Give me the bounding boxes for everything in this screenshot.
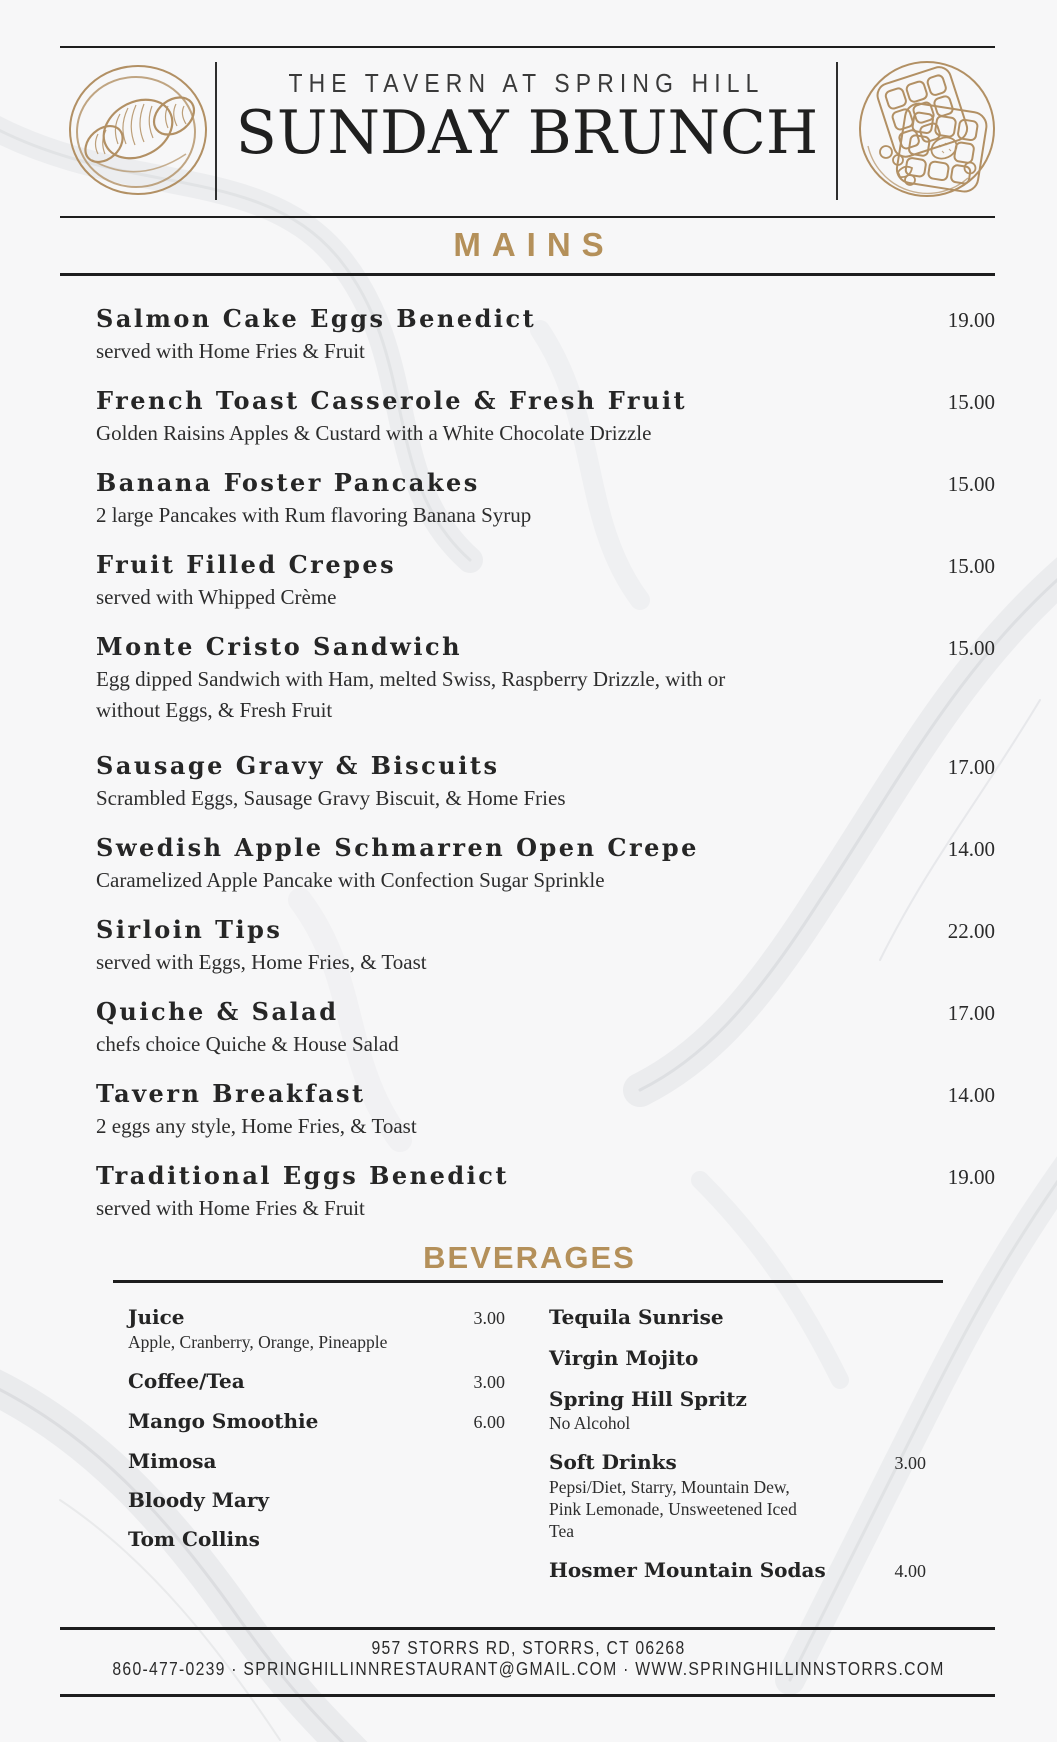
beverage-description: Apple, Cranberry, Orange, Pineapple — [128, 1332, 388, 1352]
beverage-price: 3.00 — [473, 1372, 505, 1392]
beverage-item — [549, 1557, 926, 1584]
beverage-name: Tom Collins — [128, 1527, 260, 1551]
beverage-item — [128, 1408, 505, 1435]
beverage-price: 4.00 — [894, 1561, 926, 1581]
mains-list — [96, 303, 995, 1242]
beverage-name: Tequila Sunrise — [549, 1305, 724, 1329]
mains-rule — [60, 273, 995, 276]
item-description: Golden Raisins Apples & Custard with a White Chocolate Drizzle — [96, 421, 652, 445]
item-name: Sausage Gravy & Biscuits — [96, 751, 500, 780]
beverage-item — [128, 1526, 505, 1552]
menu-item — [96, 631, 995, 726]
header-title-block — [220, 68, 834, 168]
item-price: 15.00 — [947, 636, 995, 660]
beverage-name: Virgin Mojito — [549, 1346, 699, 1370]
item-name: Swedish Apple Schmarren Open Crepe — [96, 833, 699, 862]
beverage-item — [128, 1487, 505, 1513]
item-price: 14.00 — [947, 837, 995, 861]
beverage-name: Spring Hill Spritz — [549, 1387, 747, 1411]
item-price: 19.00 — [947, 1165, 995, 1189]
item-name: Monte Cristo Sandwich — [96, 632, 463, 661]
menu-item — [96, 467, 995, 531]
menu-item — [96, 914, 995, 978]
item-name: Fruit Filled Crepes — [96, 550, 397, 579]
item-name: Traditional Eggs Benedict — [96, 1161, 509, 1190]
item-price: 19.00 — [947, 308, 995, 332]
item-description: 2 eggs any style, Home Fries, & Toast — [96, 1114, 417, 1138]
menu-item — [96, 996, 995, 1060]
beverage-name: Bloody Mary — [128, 1488, 270, 1512]
item-price: 17.00 — [947, 755, 995, 779]
beverage-price: 6.00 — [473, 1412, 505, 1432]
item-price: 15.00 — [947, 390, 995, 414]
beverage-name: Juice — [128, 1305, 185, 1329]
menu-item — [96, 303, 995, 367]
beverage-name: Coffee/Tea — [128, 1369, 245, 1393]
beverage-item — [549, 1449, 926, 1542]
header-divider-left — [215, 62, 217, 200]
item-name: Salmon Cake Eggs Benedict — [96, 304, 537, 333]
beverage-item — [128, 1368, 505, 1395]
beverages-heading: BEVERAGES — [423, 1240, 636, 1275]
item-price: 22.00 — [947, 919, 995, 943]
footer-contact: 860-477-0239 · SPRINGHILLINNRESTAURANT@GMAIL.COM · WWW.SPRINGHILLINNSTORRS.COM — [112, 1658, 945, 1679]
beverage-item — [549, 1345, 926, 1371]
menu-item — [96, 832, 995, 896]
mains-heading: MAINS — [453, 226, 615, 263]
footer — [0, 1637, 1057, 1679]
item-price: 17.00 — [947, 1001, 995, 1025]
restaurant-name: THE TAVERN AT SPRING HILL — [288, 68, 766, 98]
item-price: 15.00 — [947, 472, 995, 496]
beverage-name: Mango Smoothie — [128, 1409, 319, 1433]
waffle-plate-icon — [852, 56, 1002, 201]
item-price: 14.00 — [947, 1083, 995, 1107]
item-description: served with Eggs, Home Fries, & Toast — [96, 950, 427, 974]
beverage-description: Pepsi/Diet, Starry, Mountain Dew, Pink Lemonade, Unsweetened Iced Tea — [549, 1477, 797, 1541]
item-description: Scrambled Eggs, Sausage Gravy Biscuit, & Home Fries — [96, 786, 566, 810]
header-divider-right — [836, 62, 838, 200]
item-description: Egg dipped Sandwich with Ham, melted Swiss, Raspberry Drizzle, with or without Eggs, & Fresh Fruit — [96, 667, 726, 722]
beverage-name: Hosmer Mountain Sodas — [549, 1558, 826, 1582]
item-description: served with Home Fries & Fruit — [96, 339, 365, 363]
beverages-rule — [113, 1280, 943, 1283]
menu-item — [96, 1160, 995, 1224]
menu-item — [96, 750, 995, 814]
menu-item — [96, 549, 995, 613]
item-name: French Toast Casserole & Fresh Fruit — [96, 386, 688, 415]
beverages-right-column — [549, 1304, 926, 1599]
item-description: Caramelized Apple Pancake with Confection Sugar Sprinkle — [96, 868, 605, 892]
beverage-item — [128, 1448, 505, 1474]
top-rule — [60, 46, 995, 48]
beverage-price: 3.00 — [473, 1308, 505, 1328]
beverage-item — [549, 1386, 926, 1434]
item-description: 2 large Pancakes with Rum flavoring Banana Syrup — [96, 503, 532, 527]
beverage-description: No Alcohol — [549, 1413, 631, 1433]
footer-address: 957 STORRS RD, STORRS, CT 06268 — [371, 1637, 686, 1658]
item-description: served with Whipped Crème — [96, 585, 337, 609]
item-price: 15.00 — [947, 554, 995, 578]
beverage-name: Mimosa — [128, 1449, 217, 1473]
menu-title: SUNDAY BRUNCH — [235, 98, 819, 168]
menu-item — [96, 385, 995, 449]
item-description: served with Home Fries & Fruit — [96, 1196, 365, 1220]
beverage-name: Soft Drinks — [549, 1450, 677, 1474]
item-description: chefs choice Quiche & House Salad — [96, 1032, 399, 1056]
beverage-item — [128, 1304, 505, 1353]
item-name: Sirloin Tips — [96, 915, 283, 944]
footer-bottom-rule — [60, 1694, 995, 1697]
beverage-item — [549, 1304, 926, 1330]
item-name: Quiche & Salad — [96, 997, 339, 1026]
beverages-left-column — [128, 1304, 505, 1599]
croissant-plate-icon — [64, 56, 214, 201]
beverages-columns — [128, 1304, 926, 1599]
beverage-price: 3.00 — [894, 1453, 926, 1473]
item-name: Tavern Breakfast — [96, 1079, 366, 1108]
menu-item — [96, 1078, 995, 1142]
footer-top-rule — [60, 1627, 995, 1630]
item-name: Banana Foster Pancakes — [96, 468, 480, 497]
header-rule — [60, 216, 995, 218]
